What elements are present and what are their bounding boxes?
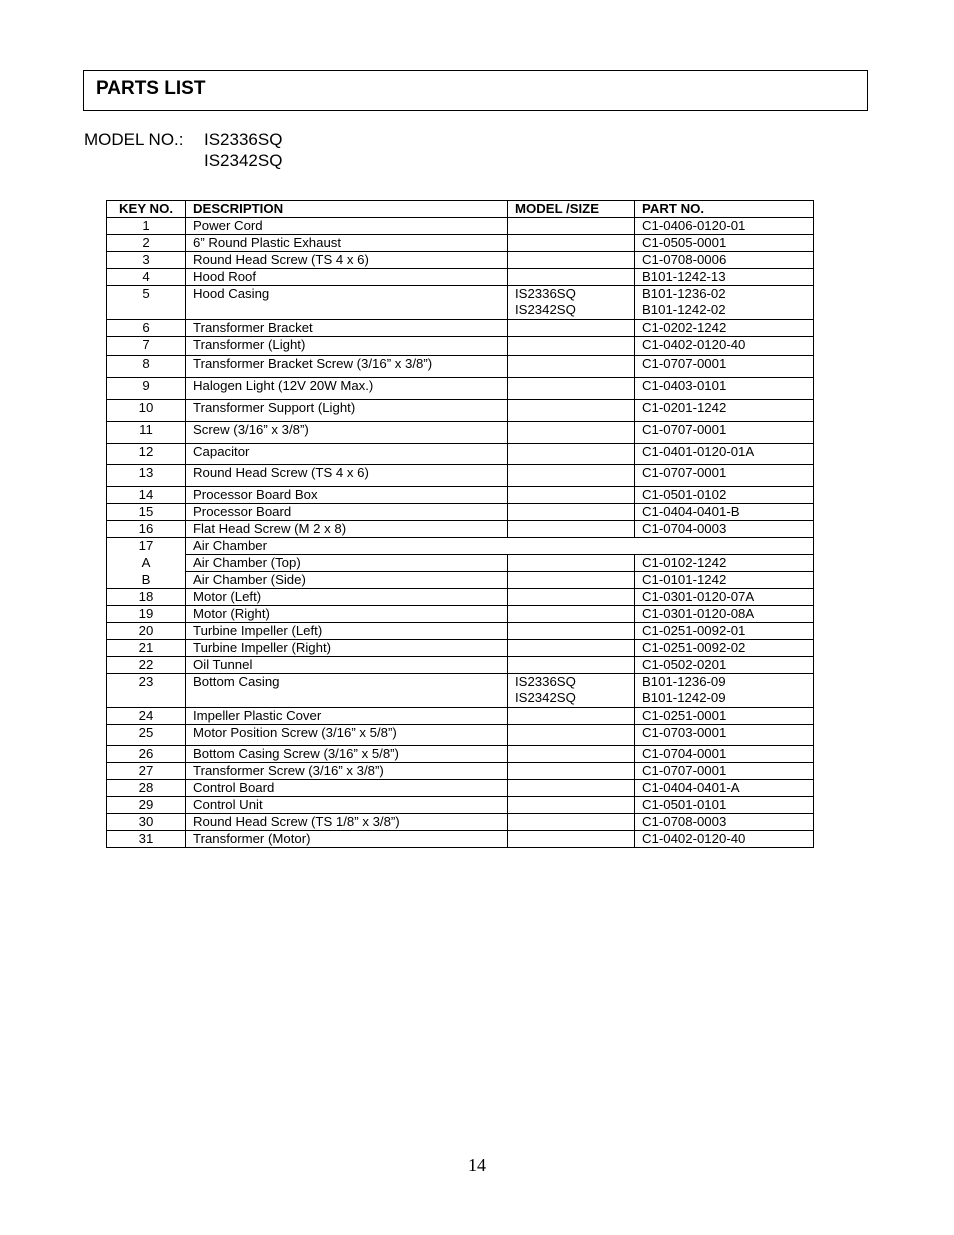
cell-description-text: Flat Head Screw (M 2 x 8) — [193, 521, 347, 536]
table-row — [107, 572, 814, 589]
cell-part — [635, 780, 814, 797]
cell-key-text: 24 — [138, 708, 154, 723]
cell-model — [508, 708, 635, 725]
cell-description-text: Transformer Bracket — [193, 320, 313, 335]
col-header-model: MODEL /SIZE — [508, 201, 635, 218]
cell-key-text: 28 — [138, 780, 154, 795]
cell-key — [107, 521, 186, 538]
cell-model — [508, 400, 635, 422]
cell-part-text: B101-1242-02 — [642, 302, 726, 317]
cell-description — [186, 356, 508, 378]
page-number: 14 — [468, 1155, 486, 1175]
cell-key-text: 19 — [138, 606, 154, 621]
cell-model — [508, 589, 635, 606]
cell-part — [635, 422, 814, 444]
cell-key-text: 11 — [139, 422, 153, 437]
cell-description-text: Control Unit — [193, 797, 263, 812]
cell-description-text: Transformer Bracket Screw (3/16” x 3/8”) — [193, 356, 433, 371]
cell-key-text: 1 — [142, 218, 150, 233]
cell-key — [107, 538, 186, 555]
col-header-key: KEY NO. — [107, 201, 186, 218]
cell-part-text: C1-0404-0401-A — [642, 780, 740, 795]
cell-description-text: Power Cord — [193, 218, 263, 233]
cell-description — [186, 572, 508, 589]
cell-part-text: C1-0505-0001 — [642, 235, 727, 250]
table-row — [107, 797, 814, 814]
table-row — [107, 337, 814, 356]
cell-part — [635, 218, 814, 235]
table-row — [107, 400, 814, 422]
cell-key — [107, 218, 186, 235]
cell-key-text: 10 — [138, 400, 154, 415]
cell-part-text: C1-0703-0001 — [642, 725, 727, 740]
table-row — [107, 831, 814, 848]
cell-key-text: A — [141, 554, 151, 570]
model-number-1: IS2336SQ — [204, 130, 283, 149]
cell-description-text: Motor Position Screw (3/16” x 5/8”) — [193, 725, 397, 740]
cell-part-text: C1-0402-0120-40 — [642, 831, 746, 846]
cell-model — [508, 725, 635, 746]
cell-description-text: Round Head Screw (TS 4 x 6) — [193, 252, 369, 267]
cell-model — [508, 746, 635, 763]
cell-model-text: IS2336SQ — [515, 674, 576, 689]
table-row — [107, 814, 814, 831]
cell-key — [107, 422, 186, 444]
cell-model — [508, 623, 635, 640]
cell-model — [508, 422, 635, 444]
table-row — [107, 504, 814, 521]
cell-part-text: C1-0101-1242 — [642, 572, 727, 587]
table-row — [107, 674, 814, 708]
cell-key — [107, 235, 186, 252]
cell-model — [508, 218, 635, 235]
cell-key-text: 6 — [142, 320, 150, 335]
cell-description-text: Hood Roof — [193, 269, 257, 284]
cell-model — [508, 235, 635, 252]
cell-description-text: Transformer (Light) — [193, 337, 306, 352]
cell-part-text: C1-0707-0001 — [642, 763, 727, 778]
cell-part-text: C1-0401-0120-01A — [642, 444, 755, 459]
cell-key — [107, 286, 186, 320]
cell-key — [107, 487, 186, 504]
cell-description-text: Turbine Impeller (Right) — [193, 640, 332, 655]
table-row — [107, 725, 814, 746]
table-row — [107, 708, 814, 725]
table-row — [107, 235, 814, 252]
cell-part — [635, 746, 814, 763]
table-header-row — [107, 201, 814, 218]
cell-key-text: 15 — [138, 504, 154, 519]
cell-description — [186, 725, 508, 746]
cell-description-text: Bottom Casing — [193, 674, 280, 689]
cell-key — [107, 780, 186, 797]
cell-part-text: B101-1236-02 — [642, 286, 726, 301]
cell-part-text: C1-0402-0120-40 — [642, 337, 746, 352]
cell-description — [186, 606, 508, 623]
cell-key — [107, 814, 186, 831]
cell-part — [635, 708, 814, 725]
cell-description — [186, 422, 508, 444]
model-label: MODEL NO.: — [84, 130, 184, 149]
cell-key — [107, 400, 186, 422]
cell-description — [186, 400, 508, 422]
cell-part — [635, 657, 814, 674]
cell-part-text: C1-0251-0001 — [642, 708, 727, 723]
cell-description-text: Processor Board — [193, 504, 292, 519]
cell-part-text: C1-0708-0006 — [642, 252, 727, 267]
table-row — [107, 378, 814, 400]
cell-part-text: C1-0251-0092-01 — [642, 623, 746, 638]
cell-part-text: B101-1242-09 — [642, 690, 726, 705]
table-row — [107, 746, 814, 763]
cell-model — [508, 831, 635, 848]
cell-description — [186, 589, 508, 606]
cell-part-text: B101-1242-13 — [642, 269, 726, 284]
cell-key — [107, 555, 186, 572]
cell-model — [508, 378, 635, 400]
cell-description — [186, 555, 508, 572]
cell-model — [508, 521, 635, 538]
cell-description-text: Round Head Screw (TS 1/8” x 3/8”) — [193, 814, 400, 829]
cell-description — [186, 657, 508, 674]
cell-key — [107, 657, 186, 674]
table-row — [107, 640, 814, 657]
cell-part — [635, 640, 814, 657]
cell-model — [508, 356, 635, 378]
cell-key-text: 13 — [138, 465, 154, 480]
table-row — [107, 555, 814, 572]
cell-key-text: 9 — [142, 378, 150, 393]
cell-key-text: 12 — [138, 444, 154, 459]
cell-part-text: C1-0501-0102 — [642, 487, 727, 502]
cell-model — [508, 606, 635, 623]
cell-part — [635, 763, 814, 780]
cell-part — [635, 814, 814, 831]
cell-part-text: C1-0202-1242 — [642, 320, 727, 335]
cell-part-text: C1-0501-0101 — [642, 797, 727, 812]
cell-part-text: C1-0704-0003 — [642, 521, 727, 536]
cell-key — [107, 356, 186, 378]
table-row — [107, 422, 814, 444]
cell-model — [508, 337, 635, 356]
table-row — [107, 487, 814, 504]
cell-key — [107, 252, 186, 269]
cell-model — [508, 286, 635, 320]
cell-key — [107, 623, 186, 640]
cell-key — [107, 640, 186, 657]
cell-key-text: 21 — [138, 640, 154, 655]
parts-table — [106, 200, 814, 848]
table-row — [107, 763, 814, 780]
cell-description-text: 6” Round Plastic Exhaust — [193, 235, 342, 250]
table-row — [107, 606, 814, 623]
cell-key — [107, 269, 186, 286]
cell-part-text: C1-0403-0101 — [642, 378, 727, 393]
cell-key-text: 16 — [138, 521, 154, 536]
cell-key — [107, 725, 186, 746]
cell-description — [186, 521, 508, 538]
cell-description-text: Air Chamber (Top) — [193, 555, 301, 570]
table-row — [107, 320, 814, 337]
cell-key — [107, 337, 186, 356]
cell-part — [635, 487, 814, 504]
cell-part — [635, 235, 814, 252]
cell-description — [186, 444, 508, 465]
cell-model — [508, 572, 635, 589]
cell-part-text: C1-0301-0120-07A — [642, 589, 755, 604]
cell-description — [186, 814, 508, 831]
cell-description-text: Impeller Plastic Cover — [193, 708, 322, 723]
cell-part-text: C1-0708-0003 — [642, 814, 727, 829]
cell-part-text: C1-0102-1242 — [642, 555, 727, 570]
cell-description-text: Screw (3/16” x 3/8”) — [193, 422, 309, 437]
cell-part-text: C1-0707-0001 — [642, 465, 727, 480]
cell-part — [635, 337, 814, 356]
cell-key-text: 18 — [138, 589, 154, 604]
cell-part-text: C1-0301-0120-08A — [642, 606, 755, 621]
cell-description-text: Hood Casing — [193, 286, 270, 301]
cell-key-text: 26 — [138, 746, 154, 761]
cell-description — [186, 797, 508, 814]
cell-part-text: C1-0707-0001 — [642, 356, 727, 371]
cell-model — [508, 780, 635, 797]
cell-key-text: 14 — [138, 487, 154, 502]
cell-description — [186, 378, 508, 400]
cell-description — [186, 538, 814, 555]
cell-key — [107, 444, 186, 465]
cell-key-text: 20 — [138, 623, 154, 638]
cell-key — [107, 831, 186, 848]
table-row — [107, 521, 814, 538]
parts-table-body — [107, 218, 814, 848]
cell-description — [186, 831, 508, 848]
table-row — [107, 780, 814, 797]
cell-part — [635, 504, 814, 521]
cell-key — [107, 797, 186, 814]
cell-key — [107, 763, 186, 780]
cell-part — [635, 378, 814, 400]
cell-description-text: Halogen Light (12V 20W Max.) — [193, 378, 374, 393]
cell-description — [186, 623, 508, 640]
cell-model-text: IS2342SQ — [515, 690, 576, 705]
cell-key-text: 22 — [138, 657, 154, 672]
cell-model — [508, 640, 635, 657]
cell-part-text: C1-0406-0120-01 — [642, 218, 746, 233]
table-row — [107, 538, 814, 555]
cell-description — [186, 746, 508, 763]
cell-model — [508, 657, 635, 674]
table-row — [107, 465, 814, 487]
cell-model — [508, 269, 635, 286]
cell-model — [508, 444, 635, 465]
cell-part-text: C1-0707-0001 — [642, 422, 727, 437]
cell-description — [186, 218, 508, 235]
cell-description — [186, 252, 508, 269]
parts-list-header-box — [83, 70, 868, 111]
cell-key — [107, 708, 186, 725]
cell-description-text: Round Head Screw (TS 4 x 6) — [193, 465, 369, 480]
cell-description — [186, 337, 508, 356]
cell-part-text: C1-0251-0092-02 — [642, 640, 746, 655]
col-header-part: PART NO. — [635, 201, 814, 218]
cell-key-text: 27 — [138, 763, 154, 778]
cell-key — [107, 378, 186, 400]
table-row — [107, 286, 814, 320]
cell-description — [186, 780, 508, 797]
cell-part — [635, 465, 814, 487]
cell-key — [107, 504, 186, 521]
cell-description-text: Transformer Screw (3/16” x 3/8”) — [193, 763, 384, 778]
cell-part — [635, 606, 814, 623]
table-row — [107, 252, 814, 269]
cell-part — [635, 444, 814, 465]
table-row — [107, 218, 814, 235]
cell-key — [107, 674, 186, 708]
cell-part — [635, 555, 814, 572]
cell-model — [508, 320, 635, 337]
cell-model-text: IS2342SQ — [515, 302, 576, 317]
cell-key-text: 25 — [138, 725, 154, 740]
cell-part — [635, 400, 814, 422]
cell-description-text: Transformer (Motor) — [193, 831, 311, 846]
cell-description-text: Transformer Support (Light) — [193, 400, 356, 415]
model-number-2: IS2342SQ — [204, 151, 283, 170]
cell-model — [508, 465, 635, 487]
cell-description-text: Processor Board Box — [193, 487, 318, 502]
cell-description — [186, 640, 508, 657]
cell-description-text: Control Board — [193, 780, 275, 795]
cell-key — [107, 589, 186, 606]
page-title: PARTS LIST — [96, 78, 206, 99]
cell-key-text: 17 — [138, 538, 154, 553]
cell-description-text: Motor (Right) — [193, 606, 270, 621]
cell-part — [635, 572, 814, 589]
cell-key — [107, 320, 186, 337]
cell-description — [186, 269, 508, 286]
cell-description — [186, 674, 508, 708]
cell-key — [107, 606, 186, 623]
cell-description — [186, 708, 508, 725]
table-row — [107, 623, 814, 640]
cell-description-text: Turbine Impeller (Left) — [193, 623, 323, 638]
cell-model — [508, 797, 635, 814]
cell-description-text: Air Chamber (Side) — [193, 572, 306, 587]
cell-key-text: 29 — [138, 797, 154, 812]
cell-description-text: Bottom Casing Screw (3/16” x 5/8”) — [193, 746, 399, 761]
cell-part-text: C1-0404-0401-B — [642, 504, 740, 519]
cell-part — [635, 623, 814, 640]
cell-model — [508, 487, 635, 504]
cell-key — [107, 572, 186, 589]
table-row — [107, 269, 814, 286]
cell-key-text: 3 — [142, 252, 150, 267]
cell-part-text: B101-1236-09 — [642, 674, 726, 689]
cell-key — [107, 465, 186, 487]
cell-part-text: C1-0502-0201 — [642, 657, 727, 672]
cell-model — [508, 814, 635, 831]
cell-key-text: 23 — [138, 674, 154, 689]
cell-description-text: Oil Tunnel — [193, 657, 253, 672]
cell-description — [186, 320, 508, 337]
cell-part-text: C1-0201-1242 — [642, 400, 727, 415]
cell-description — [186, 235, 508, 252]
table-row — [107, 589, 814, 606]
cell-key-text: 31 — [138, 831, 154, 846]
cell-part — [635, 831, 814, 848]
cell-part — [635, 356, 814, 378]
cell-part — [635, 725, 814, 746]
cell-model-text: IS2336SQ — [515, 286, 576, 301]
col-header-description: DESCRIPTION — [186, 201, 508, 218]
cell-key-text: 8 — [142, 356, 150, 371]
cell-key-text: 4 — [142, 269, 150, 284]
cell-description — [186, 286, 508, 320]
cell-part — [635, 320, 814, 337]
cell-key-text: 7 — [142, 337, 150, 352]
cell-model — [508, 504, 635, 521]
cell-key-text: B — [141, 571, 151, 587]
model-numbers — [84, 129, 282, 171]
table-row — [107, 356, 814, 378]
cell-model — [508, 252, 635, 269]
cell-part-text: C1-0704-0001 — [642, 746, 727, 761]
cell-description — [186, 763, 508, 780]
cell-description-text: Motor (Left) — [193, 589, 262, 604]
cell-part — [635, 252, 814, 269]
cell-key-text: 30 — [138, 814, 154, 829]
cell-part — [635, 674, 814, 708]
cell-part — [635, 269, 814, 286]
cell-key — [107, 746, 186, 763]
cell-part — [635, 797, 814, 814]
cell-model — [508, 674, 635, 708]
cell-description-text: Air Chamber — [193, 538, 268, 553]
table-row — [107, 657, 814, 674]
cell-model — [508, 555, 635, 572]
table-row — [107, 444, 814, 465]
cell-description — [186, 465, 508, 487]
cell-description — [186, 504, 508, 521]
cell-description-text: Capacitor — [193, 444, 250, 459]
cell-key-text: 2 — [142, 235, 150, 250]
cell-part — [635, 286, 814, 320]
cell-part — [635, 521, 814, 538]
cell-description — [186, 487, 508, 504]
cell-key-text: 5 — [142, 286, 150, 301]
cell-model — [508, 763, 635, 780]
cell-part — [635, 589, 814, 606]
